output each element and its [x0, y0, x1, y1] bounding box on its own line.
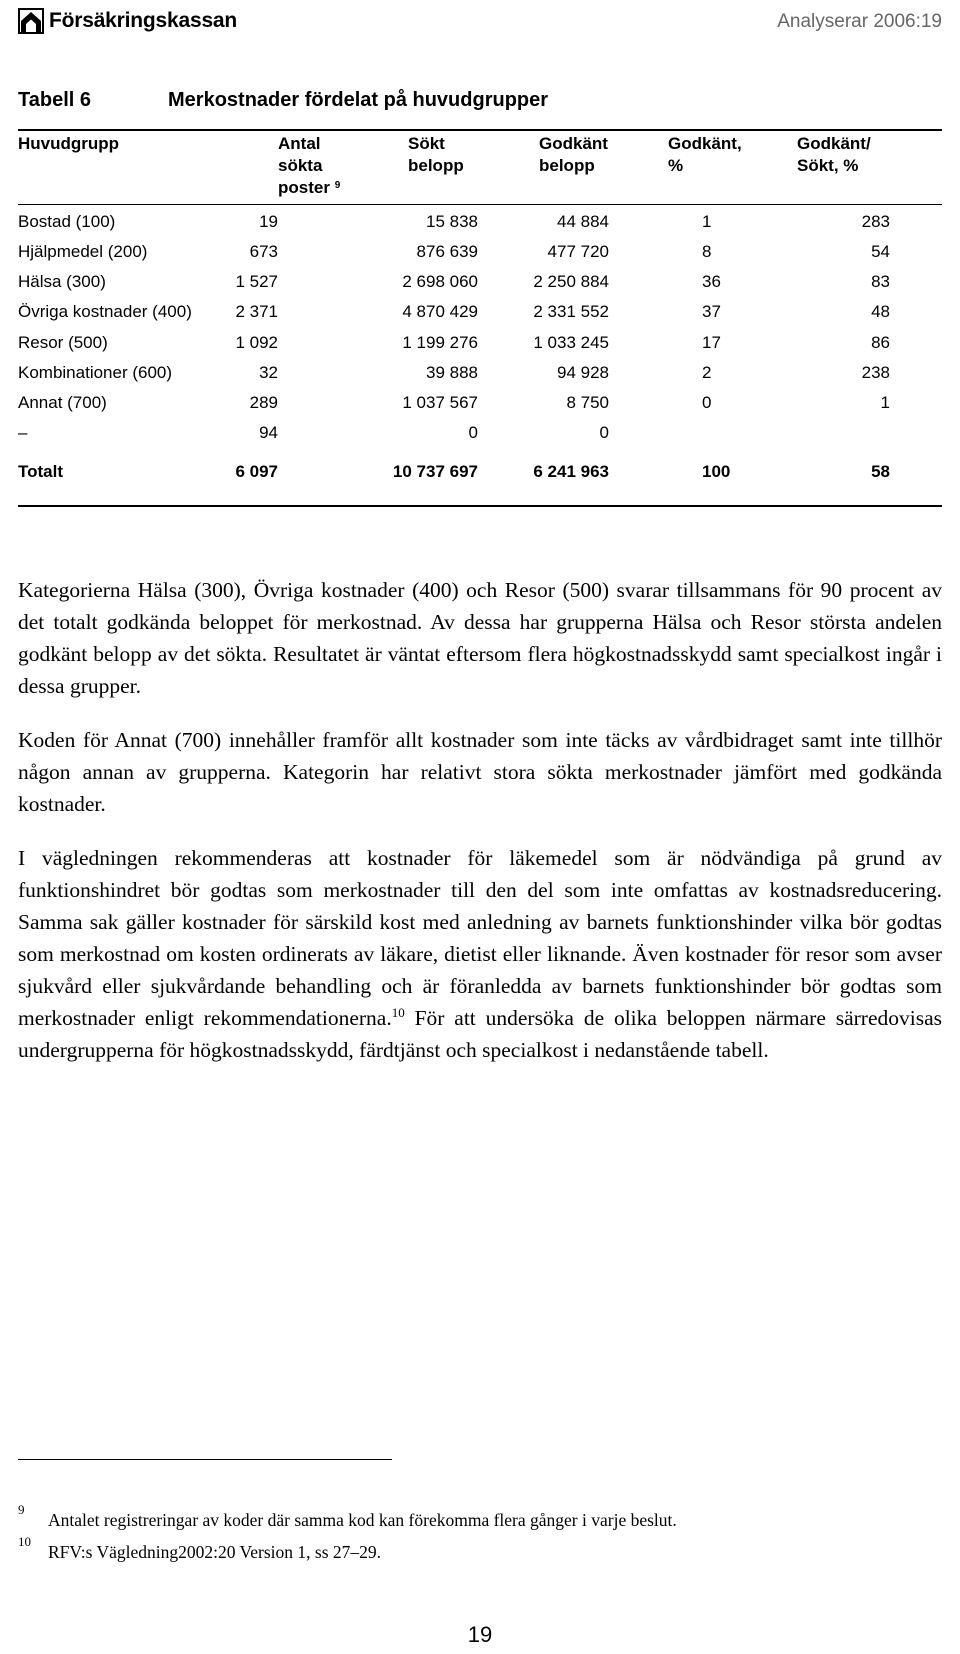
table-row: Hjälpmedel (200) 673 876 639 477 720 8 54 — [18, 242, 890, 261]
col-header-godkant-belopp: Godkänt belopp — [539, 134, 608, 175]
footnote-ref-10: 10 — [391, 1005, 405, 1020]
table-number: Tabell 6 — [18, 89, 91, 111]
table-row: Kombinationer (600) 32 39 888 94 928 2 238 — [18, 363, 890, 382]
table-header-rule — [18, 204, 942, 205]
table-row: Annat (700) 289 1 037 567 8 750 0 1 — [18, 393, 890, 412]
col-header-godkant-sokt-pct: Godkänt/ Sökt, % — [797, 134, 871, 175]
house-logo-icon — [18, 8, 44, 34]
table-header — [18, 133, 942, 203]
body-text — [18, 574, 942, 1088]
table-row: Bostad (100) 19 15 838 44 884 1 283 — [18, 212, 890, 231]
brand-name: Försäkringskassan — [49, 9, 238, 32]
table-row: – 94 0 0 — [18, 423, 609, 442]
table-row: Resor (500) 1 092 1 199 276 1 033 245 17 86 — [18, 333, 890, 352]
col-header-godkant-pct: Godkänt, % — [668, 134, 742, 175]
page-header — [18, 6, 942, 42]
footnote-rule — [18, 1459, 392, 1460]
table-top-rule — [18, 129, 942, 131]
col-header-huvudgrupp: Huvudgrupp — [18, 134, 120, 153]
brand-logo — [18, 8, 237, 34]
table-row: Hälsa (300) 1 527 2 698 060 2 250 884 36 83 — [18, 272, 890, 291]
footnote-ref-9: 9 — [334, 180, 341, 191]
paragraph-2: Koden för Annat (700) innehåller framför allt kostnader som inte täcks av vårdbidraget samt inte tillhör någon annan av grupperna. Kategorin har relativt stora sökta merkostnader jämfört med godkända kostnader. — [18, 728, 942, 816]
table-name: Merkostnader fördelat på huvudgrupper — [168, 89, 549, 111]
col-header-sokt-belopp: Sökt belopp — [408, 134, 464, 175]
table-body — [18, 210, 942, 490]
table-bottom-rule — [18, 505, 942, 507]
page-number: 19 — [467, 1622, 493, 1647]
table-total-row: Totalt 6 097 10 737 697 6 241 963 100 58 — [18, 462, 890, 481]
col-header-antal: Antal sökta poster $^9$ — [278, 134, 341, 197]
table-row: Övriga kostnader (400) 2 371 4 870 429 2 331 552 37 48 — [18, 302, 890, 321]
series-label: Analyserar 2006:19 — [777, 11, 942, 32]
paragraph-3: I vägledningen rekommenderas att kostnader för läkemedel som är nödvändiga på grund av funktionshindret bör godtas som merkostnader till den del som inte omfattas av kostnadsreducering. Samma sak gäller kostnader för särskild kost med anledning av barnets funktionshinder vilka bör godtas som merkostnad om kosten ordinerats av läkare, dietist eller liknande. Även kostnader för resor som avser sjukvård eller sjukvårdande behandling och är föranledda av barnets funktionshinder bör godtas som merkostnader enligt rekommendationerna.$^{10}$ För att undersöka de olika beloppen närmare särredovisas undergrupperna för högkostnadsskydd, färdtjänst och specialkost i nedanstående tabell. — [18, 846, 942, 1062]
paragraph-1: Kategorierna Hälsa (300), Övriga kostnader (400) och Resor (500) svarar tillsammans för 90 procent av det totalt godkända beloppet för merkostnad. Av dessa har grupperna Hälsa och Resor största andelen godkänt belopp av det sökta. Resultatet är väntat eftersom flera högkostnadsskydd samt specialkost ingår i dessa grupper. — [18, 578, 942, 698]
